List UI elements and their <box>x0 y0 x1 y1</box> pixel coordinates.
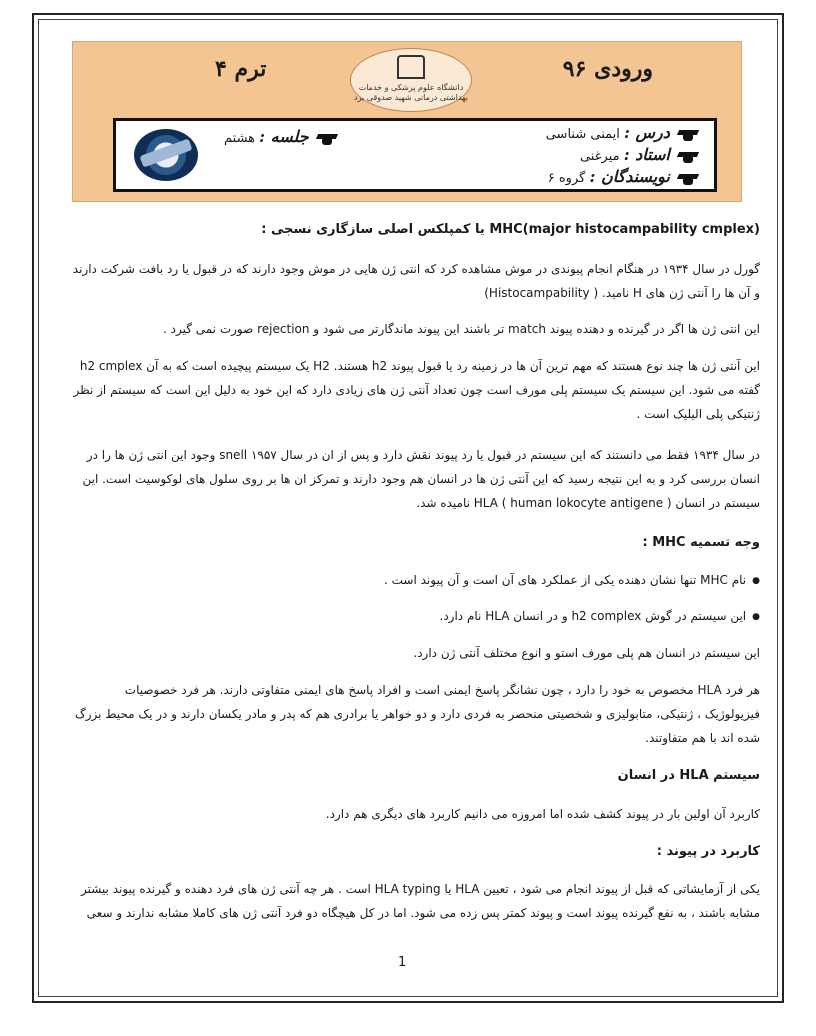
session-label: جلسه : <box>259 127 309 146</box>
graduation-cap-icon <box>678 173 698 185</box>
teacher-value: میرغنی <box>579 149 620 164</box>
paragraph-hla-typing: یکی از آزمایشاتی که قبل از پیوند انجام می شود ، تعیین HLA یا HLA typing است . هر چه آنتی ژن های فرد دهنده و گیرنده پیوند بیشتر مشابه باشند ، به نفع گیرنده پیوند است و پیوند کمتر پس زده می شود. اما در کل هیچگاه دو فرد آنتی ژن های کاملا مشابه ندارند و سعی <box>80 882 760 920</box>
logo-text: دانشگاه علوم پزشکی و خدمات بهداشتی درمانی شهید صدوقی یزد <box>354 83 468 102</box>
graduation-cap-icon <box>678 129 698 141</box>
authors-label: نویسندگان : <box>589 167 670 186</box>
paragraph-polymorphic: این سیستم در انسان هم پلی مورف استو و انوع مختلف آنتی ژن دارد. <box>413 646 760 660</box>
page-number: 1 <box>398 955 407 970</box>
authors-line <box>548 166 698 190</box>
course-label: درس : <box>624 123 670 142</box>
header-banner <box>72 41 742 202</box>
heading-naming: وجه تسمیه MHC : <box>642 535 760 550</box>
heading-hla-human: سیستم HLA در انسان <box>617 768 760 783</box>
paragraph-snell: در سال ۱۹۳۴ فقط می دانستند که این سیستم در قبول یا رد پیوند نقش دارد و پس از ان در سال ۱۹۵۷ snell وجود این انتی ژن ها را در انسان بررسی کرد و به این نتیجه رسید که این آنتی ژن ها در انسان هم وجود دارند و تمرکز ان ها بر روی سلول های لوکوسیت است. این سیستم در انسان HLA ( human lokocyte antigene ) نامیده شد. <box>82 448 760 510</box>
heading-transplant-use: کاربرد در پیوند : <box>656 844 760 859</box>
course-line <box>546 122 698 146</box>
paragraph-gorer: گورل در سال ۱۹۳۴ در هنگام انجام پیوندی در موش مشاهده کرد که انتی ژن هایی در موش وجود دارند که در قبول یا رد بافت شرکت دارند و آن ها را آنتی ژن های H نامید. ( Histocampability) <box>72 262 760 300</box>
bullet-mhc-name: ● نام MHC تنها نشان دهنده یکی از عملکرد های آن است و آن پیوند است . <box>68 568 760 593</box>
session-info <box>224 127 337 146</box>
authors-value: گروه ۶ <box>547 171 586 186</box>
course-value: ایمنی شناسی <box>545 127 620 142</box>
logo-emblem-icon <box>397 55 425 79</box>
paragraph-h2: این آنتی ژن ها چند نوع هستند که مهم ترین آن ها در زمینه رد یا قبول پیوند h2 هستند. H2 یک سیستم پیچیده است که به آن h2 cmplex گفته می شود. این سیستم یک سیستم پلی مورف است چون تعداد آنتی ژن های زیادی دارد که این خود به دلیل این است که سیستم از نظر ژنتیکی پلی الیلیک است . <box>73 359 760 421</box>
teacher-line <box>580 144 698 168</box>
paragraph-match: این انتی ژن ها اگر در گیرنده و دهنده پیوند match تر باشند این پیوند ماندگارتر می شود و rejection صورت نمی گیرد . <box>162 322 760 336</box>
paragraph-hla-use: کاربرد آن اولین بار در پیوند کشف شده اما امروزه می دانیم کاربرد های دیگری هم دارد. <box>325 807 760 821</box>
session-value: هشتم <box>224 131 256 146</box>
graduation-cap-icon <box>678 151 698 163</box>
bullet-h2-complex: ● این سیستم در گوش h2 complex و در انسان HLA نام دارد. <box>68 604 760 629</box>
course-info-box <box>113 118 717 192</box>
seal-icon <box>134 129 198 181</box>
term-label: ترم ۴ <box>215 56 267 82</box>
university-logo <box>350 48 472 112</box>
entry-label: ورودی ۹۶ <box>562 56 653 82</box>
section-title-mhc: MHC(major histocampability cmplex) یا کمپلکس اصلی سازگاری نسجی : <box>261 222 760 237</box>
paragraph-individual-hla: هر فرد HLA مخصوص به خود را دارد ، چون نشانگر پاسخ ایمنی است و افراد پاسخ های ایمنی متفاوتی دارند. هر فرد خصوصیات فیزیولوژیک ، ژنتیکی، متابولیزی و شخصیتی منحصر به فردی دارد و دو خواهر یا برادری هم که پدر و مادر یکسان دارند و در یک محیط بزرگ شده اند با هم متفاوتند. <box>75 683 760 745</box>
graduation-cap-icon <box>317 133 337 145</box>
teacher-label: استاد : <box>623 145 670 164</box>
